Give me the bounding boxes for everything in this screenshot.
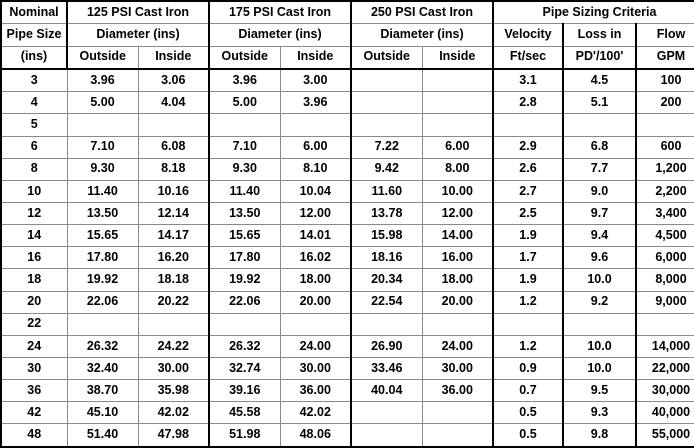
cell-125-outside: 7.10 (67, 136, 138, 158)
cell-loss: 9.8 (563, 424, 636, 447)
cell-nominal: 20 (1, 291, 67, 313)
cell-175-inside: 20.00 (280, 291, 351, 313)
cell-125-outside: 13.50 (67, 203, 138, 225)
cell-nominal: 48 (1, 424, 67, 447)
cell-250-inside: 20.00 (422, 291, 493, 313)
cell-250-inside: 10.00 (422, 180, 493, 202)
cell-flow: 22,000 (636, 358, 694, 380)
cell-flow: 55,000 (636, 424, 694, 447)
cell-flow (636, 114, 694, 136)
cell-velocity: 0.9 (493, 358, 563, 380)
subheader-loss-in: Loss in (563, 24, 636, 46)
cell-velocity: 1.2 (493, 335, 563, 357)
cell-175-outside: 15.65 (209, 225, 280, 247)
cell-flow: 9,000 (636, 291, 694, 313)
cell-nominal: 4 (1, 92, 67, 114)
cell-175-outside (209, 114, 280, 136)
cell-250-inside: 14.00 (422, 225, 493, 247)
cell-250-inside: 6.00 (422, 136, 493, 158)
unit-250-outside: Outside (351, 46, 422, 69)
header-pipe-sizing-criteria: Pipe Sizing Criteria (493, 1, 694, 24)
cell-velocity (493, 313, 563, 335)
subheader-diameter-175: Diameter (ins) (209, 24, 351, 46)
table-row (1, 402, 694, 424)
subheader-diameter-250: Diameter (ins) (351, 24, 493, 46)
cell-loss: 10.0 (563, 358, 636, 380)
cell-250-inside: 24.00 (422, 335, 493, 357)
cell-250-inside: 30.00 (422, 358, 493, 380)
cell-175-outside: 11.40 (209, 180, 280, 202)
cell-125-outside: 32.40 (67, 358, 138, 380)
cell-250-outside: 40.04 (351, 380, 422, 402)
cell-175-inside: 48.06 (280, 424, 351, 447)
cell-125-outside: 51.40 (67, 424, 138, 447)
cell-250-outside: 26.90 (351, 335, 422, 357)
unit-velocity: Ft/sec (493, 46, 563, 69)
cell-125-inside (138, 313, 209, 335)
cell-250-outside: 11.60 (351, 180, 422, 202)
cell-velocity: 3.1 (493, 69, 563, 92)
cell-250-outside: 22.54 (351, 291, 422, 313)
cell-nominal: 10 (1, 180, 67, 202)
table-group-header-row (1, 1, 694, 24)
cell-250-outside: 7.22 (351, 136, 422, 158)
table-sub-header-row (1, 24, 694, 46)
cell-125-inside: 24.22 (138, 335, 209, 357)
cell-250-outside: 20.34 (351, 269, 422, 291)
unit-loss: PD'/100' (563, 46, 636, 69)
cell-velocity: 1.9 (493, 225, 563, 247)
cell-125-inside: 6.08 (138, 136, 209, 158)
cell-125-inside: 18.18 (138, 269, 209, 291)
cell-125-inside: 14.17 (138, 225, 209, 247)
cell-flow: 6,000 (636, 247, 694, 269)
cell-125-outside: 5.00 (67, 92, 138, 114)
cell-175-outside: 32.74 (209, 358, 280, 380)
cell-125-inside: 30.00 (138, 358, 209, 380)
unit-175-outside: Outside (209, 46, 280, 69)
header-175-psi-cast-iron: 175 PSI Cast Iron (209, 1, 351, 24)
cell-175-outside: 19.92 (209, 269, 280, 291)
cell-250-inside (422, 114, 493, 136)
cell-175-inside: 8.10 (280, 158, 351, 180)
cell-flow: 4,500 (636, 225, 694, 247)
cell-velocity: 0.5 (493, 424, 563, 447)
cell-125-inside: 20.22 (138, 291, 209, 313)
cell-250-inside (422, 313, 493, 335)
cell-175-inside: 24.00 (280, 335, 351, 357)
cell-125-inside: 16.20 (138, 247, 209, 269)
cell-velocity: 2.8 (493, 92, 563, 114)
cell-velocity: 2.7 (493, 180, 563, 202)
header-125-psi-cast-iron: 125 PSI Cast Iron (67, 1, 209, 24)
cell-velocity: 1.2 (493, 291, 563, 313)
cell-flow: 100 (636, 69, 694, 92)
cell-250-outside (351, 92, 422, 114)
cell-loss: 10.0 (563, 335, 636, 357)
table-row (1, 313, 694, 335)
table-row (1, 424, 694, 447)
cell-125-outside: 19.92 (67, 269, 138, 291)
cell-250-inside (422, 69, 493, 92)
table-row (1, 180, 694, 202)
cell-125-inside: 8.18 (138, 158, 209, 180)
cell-flow: 30,000 (636, 380, 694, 402)
cell-velocity: 1.7 (493, 247, 563, 269)
cell-250-outside: 13.78 (351, 203, 422, 225)
cell-125-outside (67, 114, 138, 136)
cell-flow: 8,000 (636, 269, 694, 291)
unit-flow: GPM (636, 46, 694, 69)
cell-175-inside: 36.00 (280, 380, 351, 402)
cell-flow: 1,200 (636, 158, 694, 180)
cell-loss: 9.5 (563, 380, 636, 402)
cell-nominal: 5 (1, 114, 67, 136)
cell-175-outside: 39.16 (209, 380, 280, 402)
header-nominal: Nominal (1, 1, 67, 24)
cell-125-outside: 11.40 (67, 180, 138, 202)
cell-nominal: 24 (1, 335, 67, 357)
cell-125-inside: 35.98 (138, 380, 209, 402)
cell-175-inside: 14.01 (280, 225, 351, 247)
cell-loss (563, 114, 636, 136)
subheader-velocity: Velocity (493, 24, 563, 46)
cell-250-inside (422, 424, 493, 447)
cell-175-outside: 7.10 (209, 136, 280, 158)
cell-loss: 7.7 (563, 158, 636, 180)
cell-250-inside: 12.00 (422, 203, 493, 225)
subheader-flow: Flow (636, 24, 694, 46)
cell-nominal: 16 (1, 247, 67, 269)
cell-velocity: 2.5 (493, 203, 563, 225)
table-row (1, 291, 694, 313)
unit-175-inside: Inside (280, 46, 351, 69)
table-row (1, 203, 694, 225)
cell-nominal: 3 (1, 69, 67, 92)
cell-125-inside (138, 114, 209, 136)
cell-125-outside: 38.70 (67, 380, 138, 402)
cell-125-inside: 4.04 (138, 92, 209, 114)
cell-250-outside (351, 69, 422, 92)
subheader-pipe-size: Pipe Size (1, 24, 67, 46)
cell-175-inside: 6.00 (280, 136, 351, 158)
table-row (1, 380, 694, 402)
cell-175-outside: 17.80 (209, 247, 280, 269)
cell-125-inside: 42.02 (138, 402, 209, 424)
unit-125-outside: Outside (67, 46, 138, 69)
cell-velocity: 0.5 (493, 402, 563, 424)
cell-250-outside: 33.46 (351, 358, 422, 380)
table-row (1, 358, 694, 380)
cell-loss: 9.4 (563, 225, 636, 247)
table-row (1, 158, 694, 180)
table-row (1, 114, 694, 136)
cell-nominal: 22 (1, 313, 67, 335)
cell-loss: 9.6 (563, 247, 636, 269)
table-unit-header-row (1, 46, 694, 69)
cell-125-outside: 3.96 (67, 69, 138, 92)
cell-175-inside: 16.02 (280, 247, 351, 269)
cell-loss: 9.3 (563, 402, 636, 424)
cell-loss (563, 313, 636, 335)
table-row (1, 225, 694, 247)
cell-flow: 3,400 (636, 203, 694, 225)
cell-250-outside (351, 424, 422, 447)
unit-250-inside: Inside (422, 46, 493, 69)
cell-250-inside: 36.00 (422, 380, 493, 402)
cell-velocity (493, 114, 563, 136)
cell-250-outside: 9.42 (351, 158, 422, 180)
cell-125-inside: 12.14 (138, 203, 209, 225)
cell-loss: 4.5 (563, 69, 636, 92)
cell-175-outside: 51.98 (209, 424, 280, 447)
cell-175-inside: 3.96 (280, 92, 351, 114)
table-row (1, 69, 694, 92)
cell-loss: 6.8 (563, 136, 636, 158)
cell-175-inside: 18.00 (280, 269, 351, 291)
cell-175-outside (209, 313, 280, 335)
cell-nominal: 6 (1, 136, 67, 158)
cell-nominal: 14 (1, 225, 67, 247)
cell-125-outside: 45.10 (67, 402, 138, 424)
cell-175-inside: 10.04 (280, 180, 351, 202)
header-250-psi-cast-iron: 250 PSI Cast Iron (351, 1, 493, 24)
cell-175-outside: 22.06 (209, 291, 280, 313)
cell-250-outside (351, 402, 422, 424)
cell-velocity: 0.7 (493, 380, 563, 402)
cell-125-outside: 15.65 (67, 225, 138, 247)
cell-velocity: 2.9 (493, 136, 563, 158)
cell-175-inside (280, 114, 351, 136)
table-row (1, 269, 694, 291)
cell-flow: 600 (636, 136, 694, 158)
cell-125-inside: 47.98 (138, 424, 209, 447)
cell-125-outside: 9.30 (67, 158, 138, 180)
cell-250-inside: 8.00 (422, 158, 493, 180)
cell-250-inside: 18.00 (422, 269, 493, 291)
cell-250-outside (351, 114, 422, 136)
cell-flow: 2,200 (636, 180, 694, 202)
cell-velocity: 1.9 (493, 269, 563, 291)
table-row (1, 247, 694, 269)
unit-125-inside: Inside (138, 46, 209, 69)
cell-175-inside: 12.00 (280, 203, 351, 225)
cell-175-inside: 3.00 (280, 69, 351, 92)
table-row (1, 335, 694, 357)
cell-250-outside (351, 313, 422, 335)
cell-125-inside: 10.16 (138, 180, 209, 202)
cell-loss: 5.1 (563, 92, 636, 114)
cell-175-outside: 13.50 (209, 203, 280, 225)
cell-250-outside: 18.16 (351, 247, 422, 269)
table-row (1, 92, 694, 114)
cell-125-outside: 22.06 (67, 291, 138, 313)
cell-175-outside: 5.00 (209, 92, 280, 114)
cell-nominal: 36 (1, 380, 67, 402)
cell-nominal: 12 (1, 203, 67, 225)
cell-175-inside (280, 313, 351, 335)
cell-flow (636, 313, 694, 335)
cell-175-outside: 45.58 (209, 402, 280, 424)
cell-175-inside: 30.00 (280, 358, 351, 380)
cell-175-outside: 26.32 (209, 335, 280, 357)
cell-loss: 9.0 (563, 180, 636, 202)
cell-flow: 14,000 (636, 335, 694, 357)
cell-175-outside: 9.30 (209, 158, 280, 180)
cell-nominal: 30 (1, 358, 67, 380)
cell-250-outside: 15.98 (351, 225, 422, 247)
cell-loss: 10.0 (563, 269, 636, 291)
cell-velocity: 2.6 (493, 158, 563, 180)
cell-125-outside: 17.80 (67, 247, 138, 269)
cell-125-outside (67, 313, 138, 335)
cell-nominal: 8 (1, 158, 67, 180)
cell-flow: 200 (636, 92, 694, 114)
table-row (1, 136, 694, 158)
cell-loss: 9.7 (563, 203, 636, 225)
cell-125-inside: 3.06 (138, 69, 209, 92)
cell-250-inside (422, 402, 493, 424)
cell-flow: 40,000 (636, 402, 694, 424)
cell-175-outside: 3.96 (209, 69, 280, 92)
cell-nominal: 42 (1, 402, 67, 424)
cell-250-inside (422, 92, 493, 114)
cell-nominal: 18 (1, 269, 67, 291)
cell-175-inside: 42.02 (280, 402, 351, 424)
cell-250-inside: 16.00 (422, 247, 493, 269)
cell-loss: 9.2 (563, 291, 636, 313)
cell-125-outside: 26.32 (67, 335, 138, 357)
subheader-diameter-125: Diameter (ins) (67, 24, 209, 46)
unit-pipe-size: (ins) (1, 46, 67, 69)
